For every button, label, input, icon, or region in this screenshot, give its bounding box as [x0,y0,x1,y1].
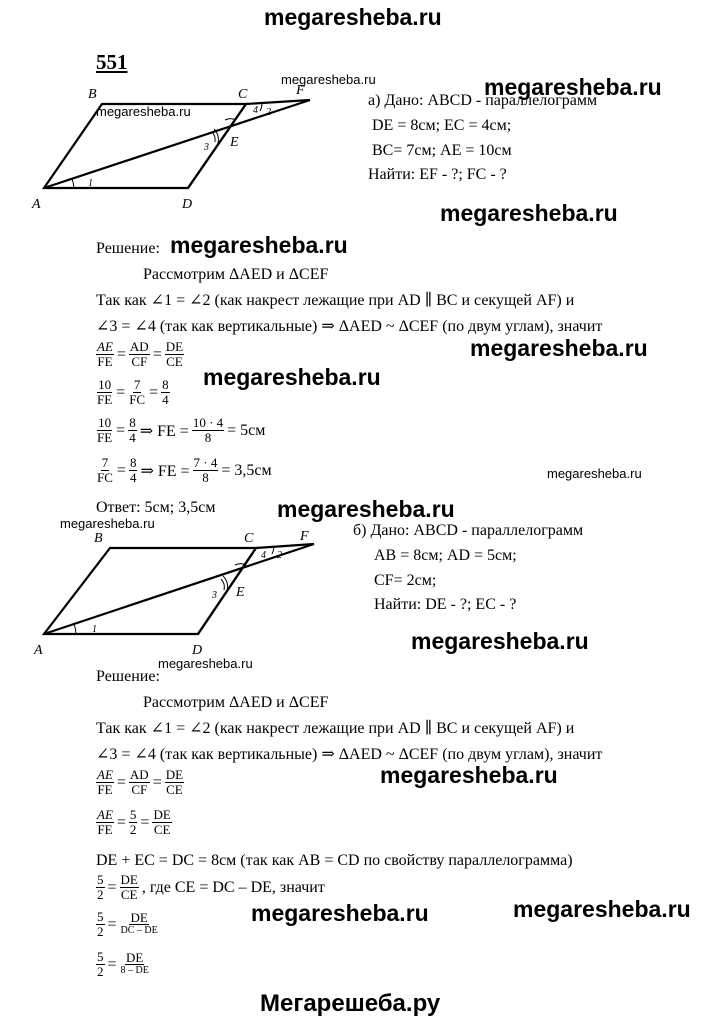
watermark-small: megaresheba.ru [158,656,253,671]
equation-a-1: $\frac{AE}{FE}$ = $\frac{AD}{CF}$ = $\frac{DE}{CE}$ [97,339,184,369]
vertex-label-c: C [244,531,254,546]
watermark: megaresheba.ru [484,74,662,100]
equation-b-3: $\frac{5}{2}$ = $\frac{DE}{CE}$ , где CE = DC – DE, значит [97,872,325,902]
watermark-small: megaresheba.ru [96,104,191,119]
given-b-line-3: CF= 2см; [374,572,437,589]
watermark: megaresheba.ru [513,896,691,922]
angle-label-4: 4 [261,550,266,561]
watermark: megaresheba.ru [440,200,618,226]
vertex-label-e: E [230,135,239,150]
equation-a-4: $\frac{7}{FC}$ = $\frac{8}{4}$ ⇒ FE = $\frac{7 \cdot 4}{8}$ = 3,5см [97,455,272,485]
watermark: megaresheba.ru [251,900,429,926]
vertex-label-f: F [300,529,309,544]
watermark-small: megaresheba.ru [281,72,376,87]
angle-label-3: 3 [212,590,217,601]
watermark-small: megaresheba.ru [547,466,642,481]
watermark: megaresheba.ru [380,762,558,788]
equation-b-1: $\frac{AE}{FE}$ = $\frac{AD}{CF}$ = $\frac{DE}{CE}$ [97,767,184,797]
solution-b-line-2: ∠3 = ∠4 (так как вертикальные) ⇒ ΔAED ~ ΔCEF (по двум углам), значит [96,746,603,763]
given-a-line-3: BC= 7см; AE = 10см [372,142,512,159]
footer-watermark: Мегарешеба.ру [260,990,441,1017]
angle-label-1: 1 [88,178,93,189]
angle-label-2: 2 [277,550,282,561]
equation-a-3: $\frac{10}{FE}$ = $\frac{8}{4}$ ⇒ FE = $\frac{10 \cdot 4}{8}$ = 5см [97,415,266,445]
angle-label-2: 2 [266,107,271,118]
angle-label-4: 4 [253,105,258,116]
solution-a-line-2: ∠3 = ∠4 (так как вертикальные) ⇒ ΔAED ~ ΔCEF (по двум углам), значит [96,318,603,335]
vertex-label-e: E [236,585,245,600]
vertex-label-c: C [238,87,248,102]
problem-number: 551 [96,50,128,74]
vertex-label-d: D [182,197,193,212]
solution-b-line-1: Так как ∠1 = ∠2 (как накрест лежащие при AD ∥ BC и секущей AF) и [96,720,575,737]
given-a-line-1: а) Дано: ABCD - параллелограмм [368,92,598,109]
angle-label-3: 3 [204,142,209,153]
vertex-label-a: A [32,197,41,212]
solution-b-sum-line: DE + EC = DC = 8см (так как AB = CD по свойству параллелограмма) [96,852,573,869]
solution-a-line-1: Так как ∠1 = ∠2 (как накрест лежащие при AD ∥ BC и секущей AF) и [96,292,575,309]
equation-b-4: $\frac{5}{2}$ = $\frac{DE}{DC - DE}$ [97,909,158,939]
watermark: megaresheba.ru [277,496,455,522]
vertex-label-f: F [296,83,305,98]
figure-parallelogram-b [30,522,330,662]
given-a-line-4: Найти: EF - ?; FC - ? [368,166,507,183]
vertex-label-d: D [192,643,203,658]
vertex-label-a: A [34,643,43,658]
solution-a-title: Решение: [96,240,160,257]
given-b-line-4: Найти: DE - ?; EC - ? [374,596,517,613]
given-b-line-2: AB = 8см; AD = 5см; [374,547,517,564]
answer-a: Ответ: 5см; 3,5см [96,499,216,516]
figure-parallelogram-a [30,80,330,220]
solution-b-consider: Рассмотрим ΔAED и ΔCEF [143,694,329,711]
equation-a-2: $\frac{10}{FE}$ = $\frac{7}{FC}$ = $\frac{8}{4}$ [97,377,169,407]
vertex-label-b: B [94,531,103,546]
solution-a-consider: Рассмотрим ΔAED и ΔCEF [143,266,329,283]
angle-label-1: 1 [92,624,97,635]
given-a-line-2: DE = 8см; EC = 4см; [372,117,512,134]
watermark: megaresheba.ru [411,628,589,654]
watermark: megaresheba.ru [170,232,348,258]
header-watermark: megaresheba.ru [264,4,442,30]
equation-b-2: $\frac{AE}{FE}$ = $\frac{5}{2}$ = $\frac{DE}{CE}$ [97,807,171,837]
equation-b-5: $\frac{5}{2}$ = $\frac{DE}{8 - DE}$ [97,949,149,979]
given-b-line-1: б) Дано: ABCD - параллелограмм [353,522,584,539]
watermark-small: megaresheba.ru [60,516,155,531]
watermark: megaresheba.ru [203,364,381,390]
vertex-label-b: B [88,87,97,102]
solution-b-title: Решение: [96,668,160,685]
watermark: megaresheba.ru [470,335,648,361]
